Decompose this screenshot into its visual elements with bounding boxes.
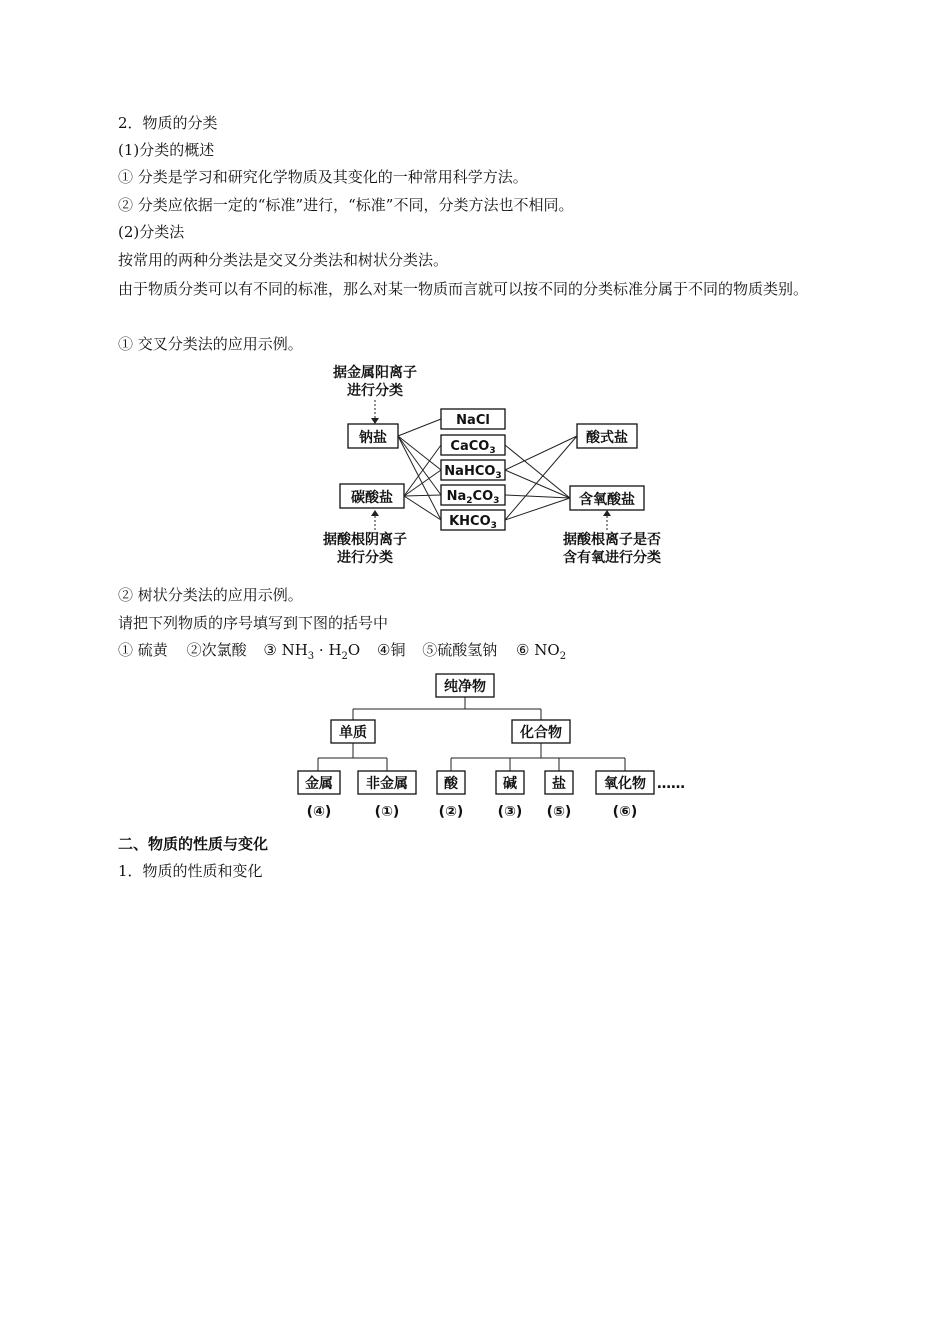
substance-2: ②次氯酸 <box>186 641 247 659</box>
substance-4: ④铜 <box>377 641 406 659</box>
top-note-line1: 据金属阳离子 <box>333 365 417 381</box>
substance-5: ⑤硫酸氢钠 <box>422 641 498 659</box>
tree-classification-diagram <box>0 668 950 828</box>
label-oxide: 氧化物 <box>604 776 646 792</box>
label-element: 单质 <box>339 725 367 741</box>
label-acid: 酸 <box>444 776 458 792</box>
label-khco3: $KHCO_3$ <box>449 514 497 531</box>
answer-salt: (⑤) <box>546 804 572 820</box>
box-carbonate-label: 碳酸盐 <box>351 490 393 506</box>
label-nonmetal: 非金属 <box>366 776 408 792</box>
cross-classification-diagram <box>0 360 950 575</box>
tree-classification-caption: ② 树状分类法的应用示例。 <box>118 586 303 604</box>
bottom-right-note-line2: 含有氧进行分类 <box>563 550 661 566</box>
bottom-right-note-line1: 据酸根离子是否 <box>563 532 661 548</box>
substance-6: ⑥ $NO_2$ <box>516 641 567 662</box>
label-nacl: NaCl <box>456 413 490 428</box>
label-metal: 金属 <box>305 776 333 792</box>
label-nahco3: NaHCO$_3$ <box>444 464 502 481</box>
label-pure-substance: 纯净物 <box>444 679 486 695</box>
tree-instruction: 请把下列物质的序号填写到下图的括号中 <box>118 614 389 632</box>
methods-paragraph-1: 按常用的两种分类法是交叉分类法和树状分类法。 <box>118 251 449 269</box>
bottom-left-note-line1: 据酸根阴离子 <box>323 532 407 548</box>
label-caco3: CaCO$_3$ <box>450 439 496 456</box>
answer-nonmetal: (①) <box>374 804 400 820</box>
box-oxyacid-salt-label: 含氧酸盐 <box>579 492 635 508</box>
label-na2co3: $Na_2CO_3$ <box>446 489 500 506</box>
subheading-methods: (2)分类法 <box>118 223 185 241</box>
answer-base: (③) <box>497 804 523 820</box>
answer-acid: (②) <box>438 804 464 820</box>
cross-classification-caption: ① 交叉分类法的应用示例。 <box>118 335 303 353</box>
top-note-line2: 进行分类 <box>347 383 403 399</box>
label-ellipsis: …… <box>657 776 685 792</box>
label-salt: 盐 <box>552 776 566 792</box>
label-compound: 化合物 <box>520 725 562 741</box>
overview-item-1: ① 分类是学习和研究化学物质及其变化的一种常用科学方法。 <box>118 168 528 186</box>
answer-oxide: (⑥) <box>612 804 638 820</box>
subheading-overview: (1)分类的概述 <box>118 141 215 159</box>
substance-3: ③ $NH_3 \cdot H_2O$ <box>263 641 361 662</box>
methods-paragraph-2: 由于物质分类可以有不同的标准，那么对某一物质而言就可以按不同的分类标准分属于不同的物质类别。 <box>118 280 809 298</box>
box-acid-salt-label: 酸式盐 <box>586 430 628 446</box>
section-two-heading: 二、物质的性质与变化 <box>118 835 269 853</box>
box-sodium-salt-label: 钠盐 <box>359 430 387 446</box>
substance-list <box>118 640 566 667</box>
label-base: 碱 <box>503 776 517 792</box>
section-two-subheading: 1．物质的性质和变化 <box>118 862 263 880</box>
substance-1: ① 硫黄 <box>118 641 168 659</box>
answer-metal: (④) <box>306 804 332 820</box>
section-heading-classification: 2．物质的分类 <box>118 114 218 132</box>
overview-item-2: ② 分类应依据一定的“标准”进行，“标准”不同，分类方法也不相同。 <box>118 196 574 214</box>
bottom-left-note-line2: 进行分类 <box>337 550 393 566</box>
